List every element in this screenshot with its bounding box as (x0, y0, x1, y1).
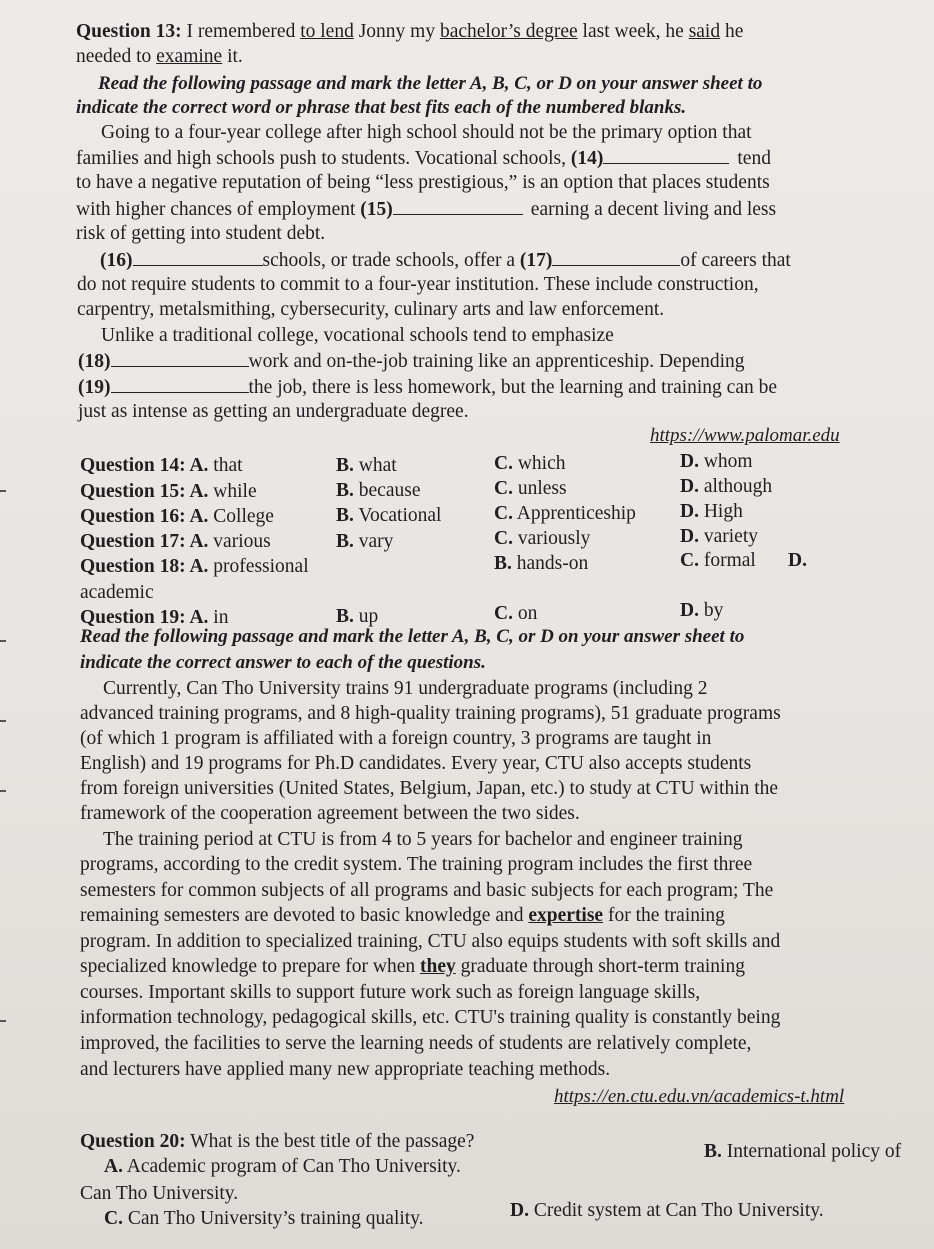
q20-option-a: A. Academic program of Can Tho University. (104, 1156, 461, 1177)
q20-option-c: C. Can Tho University’s training quality. (104, 1208, 424, 1229)
blank-14 (603, 146, 729, 164)
instruction-2-line1: Read the following passage and mark the letter A, B, C, or D on your answer sheet to (80, 626, 745, 647)
blank-17-label: (17) (519, 250, 553, 271)
passage1-line: to have a negative reputation of being “less prestigious,” is an option that places students (76, 172, 770, 193)
blank-18-label: (18) (78, 351, 111, 372)
q19-label: Question 19: A. in (80, 607, 229, 628)
margin-mark (0, 640, 6, 642)
blank-17 (552, 248, 680, 266)
passage1-line: risk of getting into student debt. (76, 223, 326, 244)
passage2-line: information technology, pedagogical skills, etc. CTU's training quality is constantly being (80, 1007, 781, 1028)
q17-option-d: D. variety (680, 526, 758, 547)
margin-mark (0, 790, 6, 792)
q17-label: Question 17: A. various (80, 531, 271, 552)
passage2-line: improved, the facilities to serve the learning needs of students are relatively complete, (80, 1033, 752, 1054)
q18-option-d-letter: D. (788, 550, 807, 571)
passage2-line: (of which 1 program is affiliated with a foreign country, 3 programs are taught in (80, 728, 712, 749)
passage2-line: English) and 19 programs for Ph.D candidates. Every year, CTU also accepts students (80, 753, 752, 774)
q17-option-b: B. vary (336, 531, 394, 552)
q13-underlined-c: said (688, 21, 721, 42)
passage1-line: Unlike a traditional college, vocational schools tend to emphasize (101, 325, 614, 346)
passage1-line: families and high schools push to students. Vocational schools, (14) tend (76, 148, 771, 169)
margin-mark (0, 720, 6, 722)
passage2-line: framework of the cooperation agreement between the two sides. (80, 803, 580, 824)
passage2-line: remaining semesters are devoted to basic knowledge and expertise for the training (80, 905, 725, 926)
passage1-line: do not require students to commit to a four-year institution. These include construction, (77, 274, 759, 295)
q14-option-b: B. what (336, 455, 397, 476)
q20-label: Question 20: (80, 1131, 186, 1152)
q13-underlined-b: bachelor’s degree (439, 21, 578, 42)
q14-option-d: D. whom (680, 451, 753, 472)
passage2-line: advanced training programs, and 8 high-quality training programs), 51 graduate programs (80, 703, 781, 724)
blank-18 (111, 349, 249, 367)
passage2-line: and lecturers have applied many new appropriate teaching methods. (80, 1059, 611, 1080)
instruction-2-line2: indicate the correct answer to each of the questions. (80, 652, 486, 673)
passage1-line: just as intense as getting an undergraduate degree. (78, 401, 469, 422)
passage2-line: courses. Important skills to support future work such as foreign language skills, (80, 982, 701, 1003)
passage2-line: programs, according to the credit system. The training program includes the first three (80, 854, 753, 875)
passage2-line: Currently, Can Tho University trains 91 undergraduate programs (including 2 (103, 678, 708, 699)
q18-option-b: B. hands-on (494, 553, 589, 574)
q16-option-b: B. Vocational (336, 505, 442, 526)
q13-underlined-a: to lend (300, 21, 354, 42)
q18-option-d-text: academic (80, 582, 154, 603)
passage2-source-link[interactable]: https://en.ctu.edu.vn/academics-t.html (554, 1086, 845, 1107)
passage2-line: semesters for common subjects of all programs and basic subjects for each program; The (80, 880, 774, 901)
underlined-expertise: expertise (528, 905, 604, 926)
q18-label: Question 18: A. professional (80, 556, 309, 577)
q20-option-b: B. International policy of (704, 1141, 902, 1162)
q13-label: Question 13: (76, 21, 182, 42)
passage2-line: The training period at CTU is from 4 to 5 years for bachelor and engineer training (103, 829, 743, 850)
blank-15-label: (15) (360, 199, 393, 220)
passage1-line: with higher chances of employment (15) earning a decent living and less (76, 199, 777, 220)
instruction-1-line2: indicate the correct word or phrase that best fits each of the numbered blanks. (76, 97, 687, 118)
q14-label: Question 14: A. that (80, 455, 243, 476)
passage1-source-link[interactable]: https://www.palomar.edu (650, 425, 840, 446)
q16-option-c: C. Apprenticeship (494, 503, 636, 524)
q18-option-c: C. formal (680, 550, 756, 571)
q19-option-b: B. up (336, 606, 379, 627)
q13-underlined-d: examine (156, 46, 223, 67)
q13-line2: needed to examine it. (76, 46, 243, 67)
passage1-line: carpentry, metalsmithing, cybersecurity, culinary arts and law enforcement. (77, 299, 665, 320)
q15-option-d: D. although (680, 476, 773, 497)
passage1-line: Going to a four-year college after high school should not be the primary option that (101, 122, 752, 143)
q19-option-d: D. by (680, 600, 724, 621)
underlined-they: they (420, 956, 456, 977)
instruction-1-line1: Read the following passage and mark the letter A, B, C, or D on your answer sheet to (98, 73, 763, 94)
passage1-line: (16) schools, or trade schools, offer a (17) of careers that (100, 250, 791, 271)
q16-label: Question 16: A. College (80, 506, 274, 527)
q15-option-b: B. because (336, 480, 421, 501)
blank-19-label: (19) (78, 377, 111, 398)
blank-19 (111, 375, 249, 393)
q16-option-d: D. High (680, 501, 743, 522)
passage2-line: specialized knowledge to prepare for when they graduate through short-term training (80, 956, 745, 977)
q20-option-d: D. Credit system at Can Tho University. (510, 1200, 824, 1221)
passage1-line: (19) the job, there is less homework, but the learning and training can be (78, 377, 778, 398)
q17-option-c: C. variously (494, 528, 591, 549)
margin-mark (0, 490, 6, 492)
blank-16-label: (16) (100, 250, 133, 271)
blank-15 (393, 197, 523, 215)
q13-line1: Question 13: I remembered to lend Jonny my bachelor’s degree last week, he said he (76, 21, 744, 42)
q15-option-c: C. unless (494, 478, 567, 499)
q15-label: Question 15: A. while (80, 481, 257, 502)
blank-14-label: (14) (570, 148, 604, 169)
q19-option-c: C. on (494, 603, 538, 624)
q14-option-c: C. which (494, 453, 566, 474)
passage1-line: (18) work and on-the-job training like an apprenticeship. Depending (78, 351, 745, 372)
margin-mark (0, 1020, 6, 1022)
blank-16 (133, 248, 263, 266)
passage2-line: from foreign universities (United States, Belgium, Japan, etc.) to study at CTU within the (80, 778, 779, 799)
passage2-line: program. In addition to specialized training, CTU also equips students with soft skills and (80, 931, 781, 952)
q20-option-b-cont: Can Tho University. (80, 1183, 239, 1204)
q20-stem: Question 20: What is the best title of the passage? (80, 1131, 475, 1152)
